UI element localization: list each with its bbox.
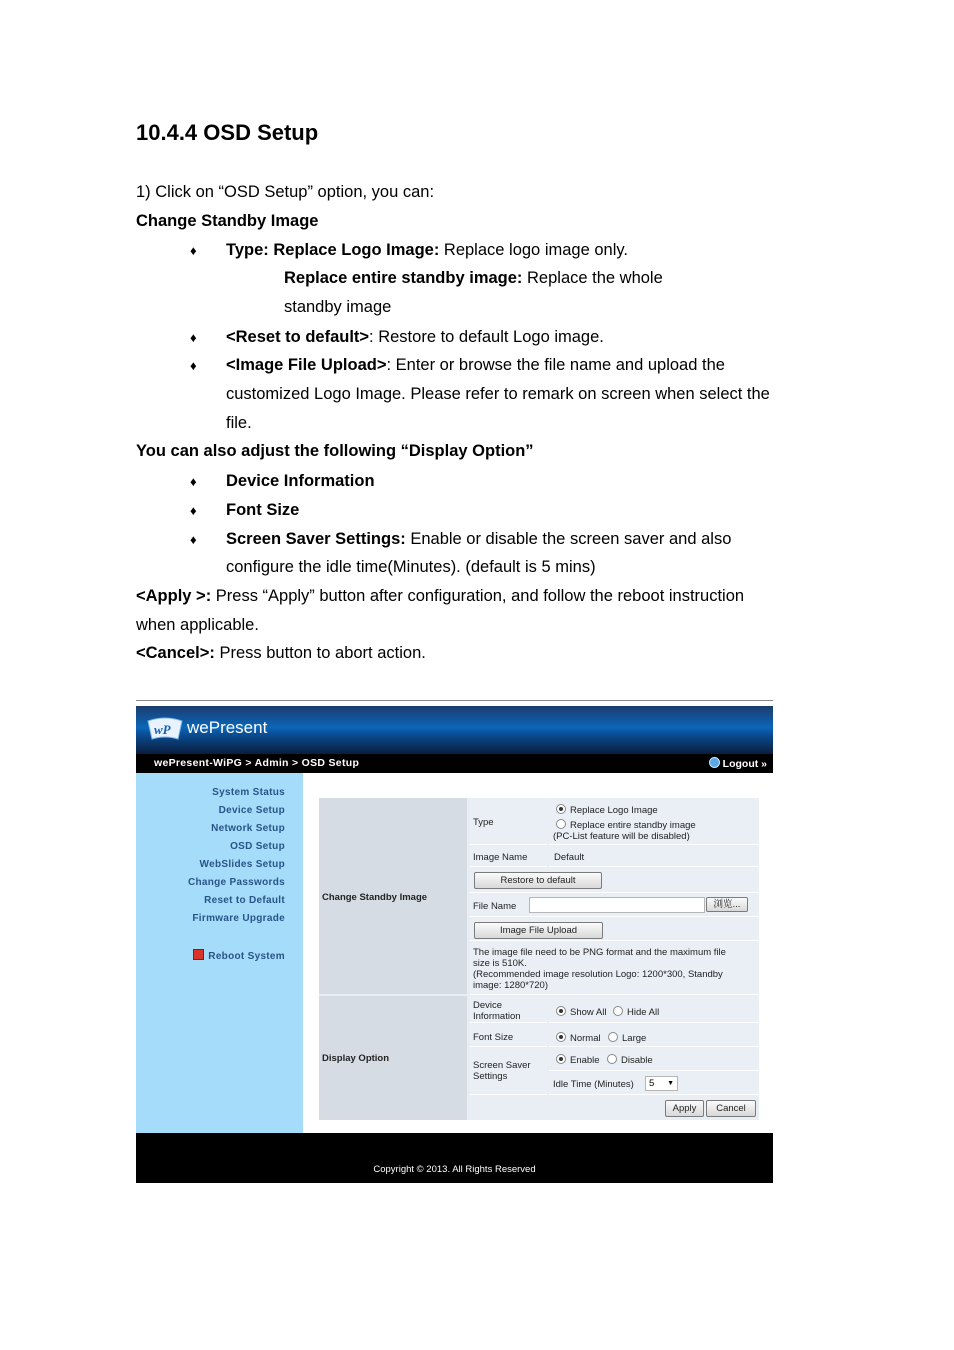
reset-label: <Reset to default> — [226, 328, 370, 346]
apply-label: <Apply >: — [136, 587, 212, 605]
radio-unselected[interactable] — [613, 1006, 623, 1016]
bullet-icon: ♦ — [190, 243, 197, 258]
sidebar-item-device-setup[interactable]: Device Setup — [218, 805, 285, 816]
upload-label: <Image File Upload> — [226, 356, 387, 374]
bullet-icon: ♦ — [190, 503, 197, 518]
normal-text: Normal — [570, 1033, 601, 1044]
apply-text: Press “Apply” button after configuration, and follow the reboot instruction — [211, 587, 745, 605]
svg-text:wP: wP — [154, 722, 171, 737]
logout-label: Logout » — [722, 758, 767, 770]
reboot-label: Reboot System — [208, 951, 285, 962]
upload-text: : Enter or browse the file name and upload the — [386, 356, 725, 374]
copyright: Copyright © 2013. All Rights Reserved — [373, 1164, 536, 1175]
saver-cont: configure the idle time(Minutes). (default is 5 mins) — [226, 558, 596, 576]
idle-time-label: Idle Time (Minutes) — [553, 1079, 634, 1090]
device-info-label-2: Information — [473, 1011, 521, 1022]
sidebar-item-webslides-setup[interactable]: WebSlides Setup — [199, 859, 285, 870]
apply-cont: when applicable. — [136, 616, 259, 634]
radio-selected[interactable] — [556, 1032, 566, 1042]
logout-link[interactable] — [709, 757, 767, 770]
hide-all-option[interactable] — [613, 1006, 659, 1018]
font-size-label: Font Size — [473, 1032, 514, 1043]
settings-panel — [319, 798, 759, 1120]
replace-entire-line — [284, 267, 663, 289]
sidebar-item-system-status[interactable]: System Status — [212, 787, 285, 798]
image-name-value: Default — [554, 852, 585, 863]
apply-line — [136, 585, 744, 607]
osd-setup-screenshot — [136, 700, 773, 1183]
sidebar-item-firmware-upgrade[interactable]: Firmware Upgrade — [192, 913, 285, 924]
logout-icon — [709, 757, 720, 768]
replace-entire-text: Replace entire standby image — [570, 820, 696, 831]
browse-button[interactable]: 浏览... — [706, 897, 748, 912]
bullet-icon: ♦ — [190, 330, 197, 345]
font-size-item: Font Size — [226, 501, 300, 519]
sidebar-item-network-setup[interactable]: Network Setup — [211, 823, 285, 834]
brand-name: wePresent — [187, 718, 268, 737]
restore-default-button[interactable]: Restore to default — [474, 872, 602, 889]
footer — [136, 1133, 773, 1183]
apply-button[interactable]: Apply — [665, 1100, 704, 1117]
enable-option[interactable] — [556, 1054, 600, 1066]
cancel-label: <Cancel>: — [136, 644, 215, 662]
image-name-label: Image Name — [473, 852, 528, 863]
saver-label: Screen Saver Settings: — [226, 530, 406, 548]
upload-cont2: file. — [226, 414, 252, 432]
breadcrumb: wePresent-WiPG > Admin > OSD Setup — [154, 757, 360, 769]
type-line — [226, 239, 628, 261]
upload-line — [226, 354, 725, 376]
radio-selected[interactable] — [556, 804, 566, 814]
sidebar-item-osd-setup[interactable]: OSD Setup — [230, 841, 285, 852]
remark-line: The image file need to be PNG format and the maximum file — [473, 947, 726, 958]
sidebar-item-reboot[interactable] — [193, 949, 285, 962]
reset-text: : Restore to default Logo image. — [369, 328, 604, 346]
replace-entire-label: Replace entire standby image: — [284, 269, 523, 287]
radio-unselected[interactable] — [556, 819, 566, 829]
replace-entire-option[interactable] — [556, 819, 696, 831]
remark-line: (Recommended image resolution Logo: 1200*300, Standby — [473, 969, 723, 980]
disable-text: Disable — [621, 1055, 653, 1066]
enable-text: Enable — [570, 1055, 600, 1066]
idle-time-select[interactable] — [645, 1076, 678, 1091]
upload-cont1: customized Logo Image. Please refer to remark on screen when select the — [226, 385, 770, 403]
pc-list-note: (PC-List feature will be disabled) — [553, 831, 690, 842]
type-text: Replace logo image only. — [439, 241, 628, 259]
radio-unselected[interactable] — [607, 1054, 617, 1064]
show-all-option[interactable] — [556, 1006, 606, 1018]
saver-line — [226, 528, 731, 550]
replace-logo-option[interactable] — [556, 804, 658, 816]
sidebar-item-reset-default[interactable]: Reset to Default — [204, 895, 285, 906]
sidebar-item-change-passwords[interactable]: Change Passwords — [187, 877, 285, 888]
saver-text: Enable or disable the screen saver and also — [405, 530, 732, 548]
cancel-button[interactable]: Cancel — [706, 1100, 756, 1117]
screen-saver-label-1: Screen Saver — [473, 1060, 531, 1071]
app-header — [136, 706, 773, 754]
bullet-icon: ♦ — [190, 532, 197, 547]
change-standby-title: Change Standby Image — [136, 212, 319, 230]
cancel-line — [136, 642, 426, 664]
breadcrumb-bar — [136, 754, 773, 773]
screen-saver-label-2: Settings — [473, 1071, 508, 1082]
replace-entire-cont: standby image — [284, 298, 392, 316]
radio-unselected[interactable] — [608, 1032, 618, 1042]
remark-line: size is 510K. — [473, 958, 527, 969]
chevron-down-icon: ▼ — [667, 1080, 674, 1087]
type-label: Type: Replace Logo Image: — [226, 241, 440, 259]
change-standby-label: Change Standby Image — [322, 892, 428, 903]
disable-option[interactable] — [607, 1054, 653, 1066]
wepresent-logo-icon — [146, 717, 184, 741]
large-option[interactable] — [608, 1032, 646, 1044]
intro-line: 1) Click on “OSD Setup” option, you can: — [136, 183, 435, 201]
display-option-title: You can also adjust the following “Display Option” — [136, 442, 534, 460]
normal-option[interactable] — [556, 1032, 601, 1044]
radio-selected[interactable] — [556, 1054, 566, 1064]
bullet-icon: ♦ — [190, 358, 197, 373]
type-label: Type — [473, 817, 494, 828]
image-file-upload-button[interactable]: Image File Upload — [474, 922, 603, 939]
idle-time-value: 5 — [649, 1078, 655, 1089]
sidebar — [136, 773, 303, 1133]
file-name-label: File Name — [473, 901, 517, 912]
section-heading: 10.4.4 OSD Setup — [136, 120, 319, 145]
remark-line: image: 1280*720) — [473, 980, 548, 991]
replace-entire-text: Replace the whole — [522, 269, 663, 287]
hide-all-text: Hide All — [627, 1007, 660, 1018]
radio-selected[interactable] — [556, 1006, 566, 1016]
replace-logo-text: Replace Logo Image — [570, 805, 658, 816]
cancel-text: Press button to abort action. — [214, 644, 426, 662]
reboot-icon — [193, 949, 204, 960]
device-info-item: Device Information — [226, 472, 375, 490]
show-all-text: Show All — [570, 1007, 607, 1018]
divider — [136, 700, 773, 701]
bullet-icon: ♦ — [190, 474, 197, 489]
reset-line — [226, 326, 604, 348]
large-text: Large — [622, 1033, 647, 1044]
display-option-label: Display Option — [322, 1053, 390, 1064]
file-name-input[interactable] — [529, 897, 705, 913]
device-info-label-1: Device — [473, 1000, 503, 1011]
